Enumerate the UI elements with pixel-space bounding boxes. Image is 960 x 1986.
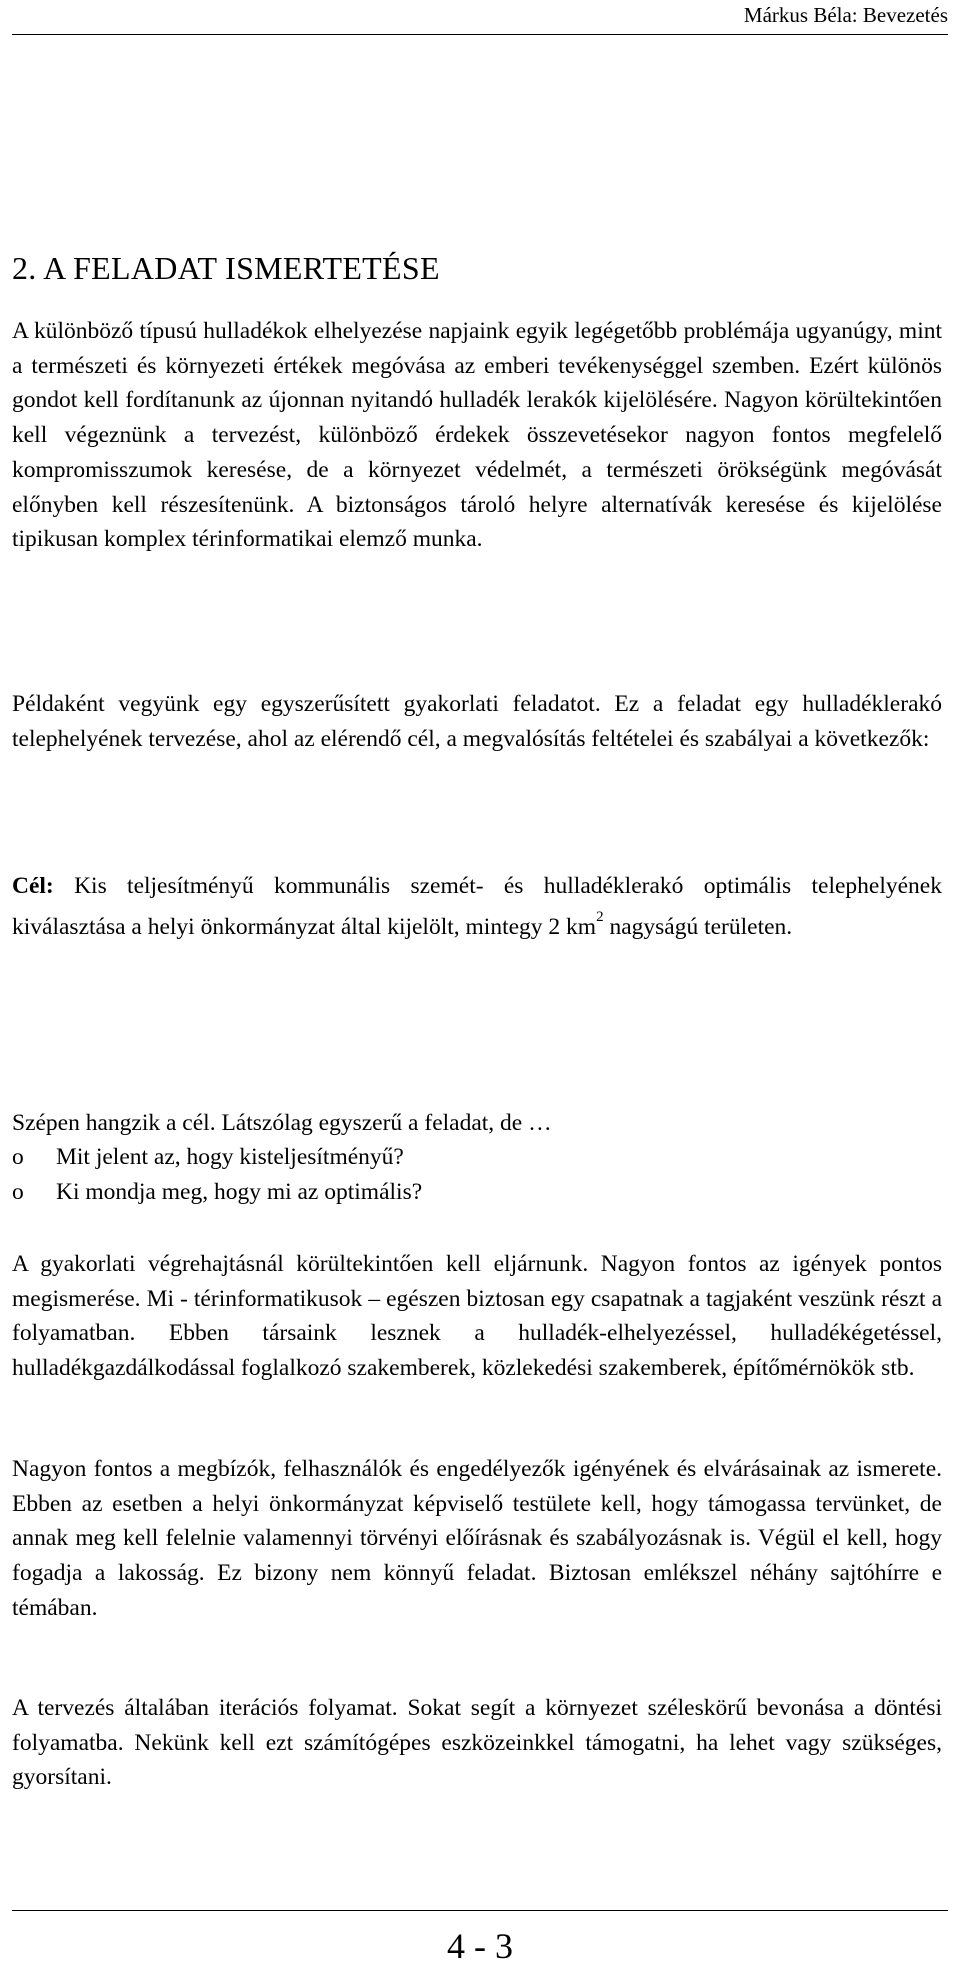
bullet-mark: o xyxy=(12,1178,24,1205)
question-list xyxy=(12,1140,422,1209)
header-rule xyxy=(12,34,948,35)
page-number: 4 - 3 xyxy=(447,1926,513,1966)
bullet-mark: o xyxy=(12,1144,24,1170)
running-header: Márkus Béla: Bevezetés xyxy=(743,3,948,27)
goal-superscript: 2 xyxy=(596,908,604,925)
list-item-text: Ki mondja meg, hogy mi az optimális? xyxy=(56,1178,423,1205)
goal-label: Cél: xyxy=(12,873,54,899)
paragraph-stakeholders: Nagyon fontos a megbízók, felhasználók és engedélyezők igényének és elvárásainak az ismerete. Ebben az esetben a helyi önkormányzat képviselő testülete kell, hogy támogassa tervünket, de annak meg kell felelnie valamennyi törvényi előírásnak és szabályozásnak is. Végül el kell, hogy fogadja a lakosság. Ez bizony nem könnyű feladat. Biztosan emlékszel néhány sajtóhírre e témában. xyxy=(12,1456,942,1621)
list-item xyxy=(12,1140,422,1175)
list-item-text: Mit jelent az, hogy kisteljesítményű? xyxy=(56,1144,404,1170)
goal-tail: nagyságú területen. xyxy=(603,913,793,940)
paragraph-question-lead: Szépen hangzik a cél. Látszólag egyszerű a feladat, de … xyxy=(12,1110,552,1136)
paragraph-iteration: A tervezés általában iterációs folyamat. Sokat segít a környezet széleskörű bevonása a döntési folyamatba. Nekünk kell ezt számítógépes eszközeinkkel támogatni, ha lehet vagy szükséges, gyorsítani. xyxy=(12,1695,942,1791)
goal-text: Kis teljesítményű kommunális szemét- és hulladéklerakó optimális telephelyének kiválasztása a helyi önkormányzat által kijelölt, mintegy 2 km xyxy=(12,873,942,940)
footer-rule xyxy=(12,1910,948,1911)
section-heading: 2. A FELADAT ISMERTETÉSE xyxy=(12,250,440,286)
paragraph-example: Példaként vegyünk egy egyszerűsített gyakorlati feladatot. Ez a feladat egy hulladéklerakó telephelyének tervezése, ahol az elérendő cél, a megvalósítás feltételei és szabályai a következők: xyxy=(12,691,942,752)
paragraph-intro: A különböző típusú hulladékok elhelyezése napjaink egyik legégetőbb problémája ugyanúgy, mint a természeti és környezeti értékek megóvása az emberi tevékenységgel szemben. Ezért különös gondot kell fordítanunk az újonnan nyitandó hulladék lerakók kijelölésére. Nagyon körültekintően kell végeznünk a tervezést, különböző érdekek összevetésekor nagyon fontos megfelelő kompromisszumok keresése, de a környezet védelmét, a természeti örökségünk megóvását előnyben kell részesítenünk. A biztonságos tároló helyre alternatívák keresése és kijelölése tipikusan komplex térinformatikai elemző munka. xyxy=(12,318,942,553)
list-item xyxy=(12,1175,422,1210)
paragraph-practice: A gyakorlati végrehajtásnál körültekintően kell eljárnunk. Nagyon fontos az igények pontos megismerése. Mi - térinformatikusok – egészen biztosan egy csapatnak a tagjaként veszünk részt a folyamatban. Ebben társaink lesznek a hulladék-elhelyezéssel, hulladékégetéssel, hulladékgazdálkodással foglalkozó szakemberek, közlekedési szakemberek, építőmérnökök stb. xyxy=(12,1251,942,1382)
paragraph-goal xyxy=(12,869,942,944)
